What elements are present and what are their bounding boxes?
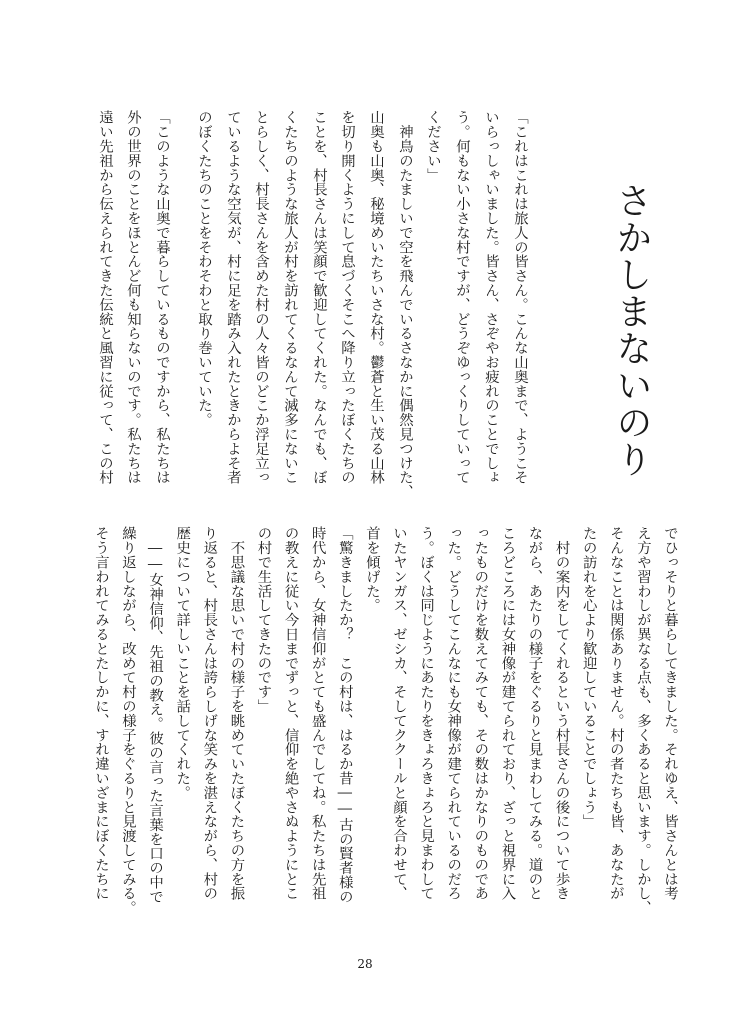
- text-column: ころどころには女神像が建てられており、ざっと視界に入: [499, 526, 516, 901]
- text-column: の教えに従い今日までずっと、信仰を絶やさぬようにとこ: [282, 526, 299, 901]
- text-column: のぼくたちのことをそわそわと取り巻いていた。: [196, 110, 212, 427]
- text-column: ったものだけを数えてみても、その数はかなりのものであ: [472, 526, 489, 901]
- text-column: たの訪れを心より歓迎していることでしょう」: [580, 526, 597, 829]
- text-column: 不思議な思いで村の様子を眺めていたぼくたちの方を振: [228, 526, 245, 901]
- text-column: 村の案内をしてくれるという村長さんの後について歩き: [553, 526, 570, 901]
- text-column: くたちのような旅人が村を訪れてくるなんて滅多にないこ: [282, 110, 298, 485]
- text-column: り返ると、村長さんは誇らしげな笑みを湛えながら、村の: [201, 526, 218, 901]
- text-column: そう言われてみるとたしかに、すれ違いざまにぼくたちに: [92, 526, 109, 901]
- text-column: ください」: [425, 110, 441, 182]
- text-column: いたヤンガス、ゼシカ、そしてククールと顔を合わせて、: [391, 526, 407, 901]
- text-column: でひっそりと暮らしてきました。それゆえ、皆さんとは考: [662, 526, 678, 901]
- text-column: った。どうしてこんなにも女神像が建てられているのだろ: [445, 526, 462, 901]
- text-column: 遠い先祖から伝えられてきた伝統と風習に従って、この村: [97, 110, 113, 485]
- text-column: 山奥も山奥、秘境めいたちいさな村。鬱蒼と生い茂る山林: [368, 110, 384, 485]
- text-column: う。ぼくは同じようにあたりをきょろきょろと見まわして: [418, 526, 435, 901]
- text-column: 「このような山奥で暮らしているものですから、私たちは: [154, 110, 170, 485]
- text-column: 神鳥のたましいで空を飛んでいるさなかに偶然見つけた、: [397, 110, 413, 499]
- text-column: ことを、村長さんは笑顔で歓迎してくれた。なんでも、ぼ: [311, 110, 327, 485]
- text-column: う。何もない小さな村ですが、どうぞゆっくりしていって: [454, 110, 470, 485]
- text-column: ながら、あたりの様子をぐるりと見まわしてみる。道のと: [526, 526, 543, 901]
- text-column: を切り開くようにして息づくそこへ降り立ったぼくたちの: [339, 110, 355, 485]
- text-column: いらっしゃいました。皆さん、さぞやお疲れのことでしょ: [483, 110, 499, 485]
- text-column: とらしく、村長さんを含めた村の人々皆のどこか浮足立っ: [253, 110, 269, 485]
- text-column: ているような空気が、村に足を踏み入れたときからよそ者: [225, 110, 241, 485]
- text-column: 首を傾げた。: [363, 526, 380, 613]
- text-column: 繰り返しながら、改めて村の様子をぐるりと見渡してみる。: [120, 526, 136, 915]
- text-column: 外の世界のことをほとんど何も知らないのです。私たちは: [125, 110, 141, 485]
- text-column: 「これはこれは旅人の皆さん。こんな山奥まで、ようこそ: [512, 110, 528, 485]
- text-column: 歴史について詳しいことを話してくれた。: [174, 526, 191, 800]
- text-column: そんなことは関係ありません。村の者たちも皆、あなたが: [607, 526, 624, 901]
- text-column: 「驚きましたか？ この村は、はるか昔――古の賢者様の: [336, 526, 353, 904]
- text-column: ――女神信仰、先祖の教え。彼の言った言葉を口の中で: [147, 526, 164, 904]
- chapter-title: さかしまないのり: [611, 182, 652, 478]
- text-column: 時代から、女神信仰がとても盛んでしてね。私たちは先祖: [309, 526, 326, 901]
- text-column: の村で生活してきたのです」: [255, 526, 272, 714]
- page-number: 28: [357, 957, 373, 971]
- text-column: え方や習わしが異なる点も、多くあると思います。しかし、: [634, 526, 651, 915]
